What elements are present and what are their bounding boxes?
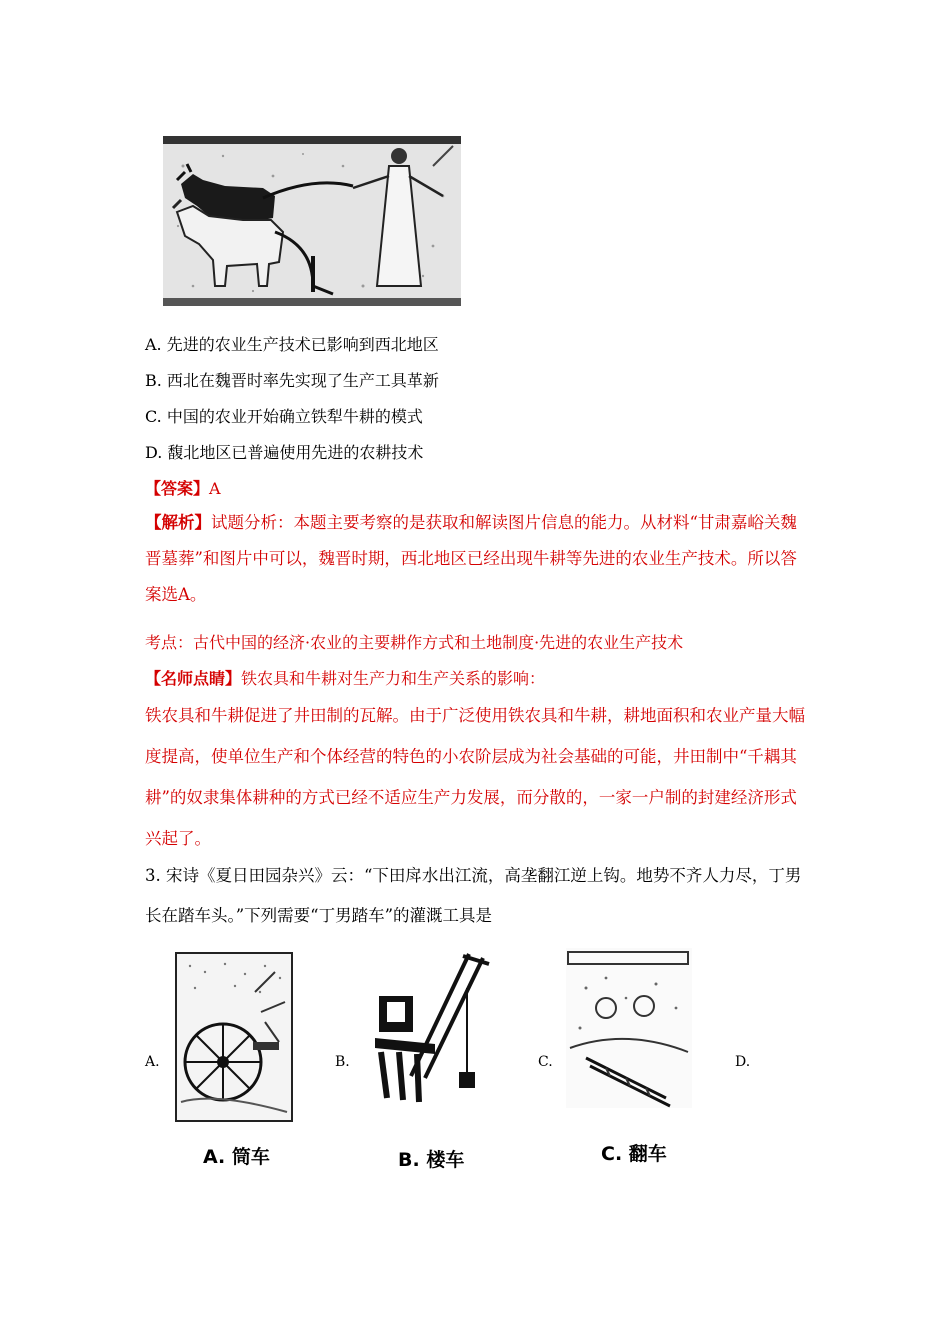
answer-value: A xyxy=(209,479,221,498)
option-letter-c: C. xyxy=(538,1054,553,1070)
caption-a: A. 筒车 xyxy=(203,1146,270,1168)
answer-label: 【答案】 xyxy=(145,479,210,498)
option-d: D. 馥北地区已普遍使用先进的农耕技术 xyxy=(145,443,424,462)
kaodian-line: 考点：古代中国的经济·农业的主要耕作方式和土地制度·先进的农业生产技术 xyxy=(145,633,684,652)
option-c: C. 中国的农业开始确立铁犁牛耕的模式 xyxy=(145,407,423,426)
lou-che-image xyxy=(365,948,495,1120)
analysis-label: 【解析】 xyxy=(145,513,211,532)
option-a: A. 先进的农业生产技术已影响到西北地区 xyxy=(145,335,439,354)
option-letter-a: A. xyxy=(145,1054,160,1070)
analysis-text: 试题分析：本题主要考察的是获取和解读图片信息的能力。从材料“甘肃嘉峪关魏晋墓葬”和图片中可以，魏晋时期，西北地区已经出现牛耕等先进的农业生产技术。所以答案选A。 xyxy=(145,513,797,604)
caption-c: C. 翻车 xyxy=(601,1143,667,1165)
analysis-paragraph xyxy=(145,505,810,613)
tip-label: 【名师点睛】 xyxy=(145,669,242,688)
option-letter-b: B. xyxy=(335,1054,350,1070)
option-b: B. 西北在魏晋时率先实现了生产工具革新 xyxy=(145,371,439,390)
question-3-stem: 3. 宋诗《夏日田园杂兴》云：“下田戽水出江流，高垄翻江逆上钩。地势不齐人力尽，丁男长在踏车头。”下列需要“丁男踏车”的灌溉工具是 xyxy=(145,866,802,925)
option-letter-d: D. xyxy=(735,1054,751,1070)
tip-title: 铁农具和牛耕对生产力和生产关系的影响： xyxy=(241,669,546,688)
tip-heading xyxy=(145,669,545,689)
fan-che-image xyxy=(566,948,692,1108)
tube-wheel-image xyxy=(175,952,293,1122)
answer-line xyxy=(145,479,221,499)
caption-b: B. 楼车 xyxy=(398,1149,465,1171)
tip-paragraph: 铁农具和牛耕促进了井田制的瓦解。由于广泛使用铁农具和牛耕，耕地面积和农业产量大幅度提高，使单位生产和个体经营的特色的小农阶层成为社会基础的可能，井田制中“千耦其耕”的奴隶集体耕种的方式已经不适应生产力发展，而分散的，一家一户制的封建经济形式兴起了。 xyxy=(145,706,805,848)
ox-plowing-mural-image xyxy=(163,136,461,306)
